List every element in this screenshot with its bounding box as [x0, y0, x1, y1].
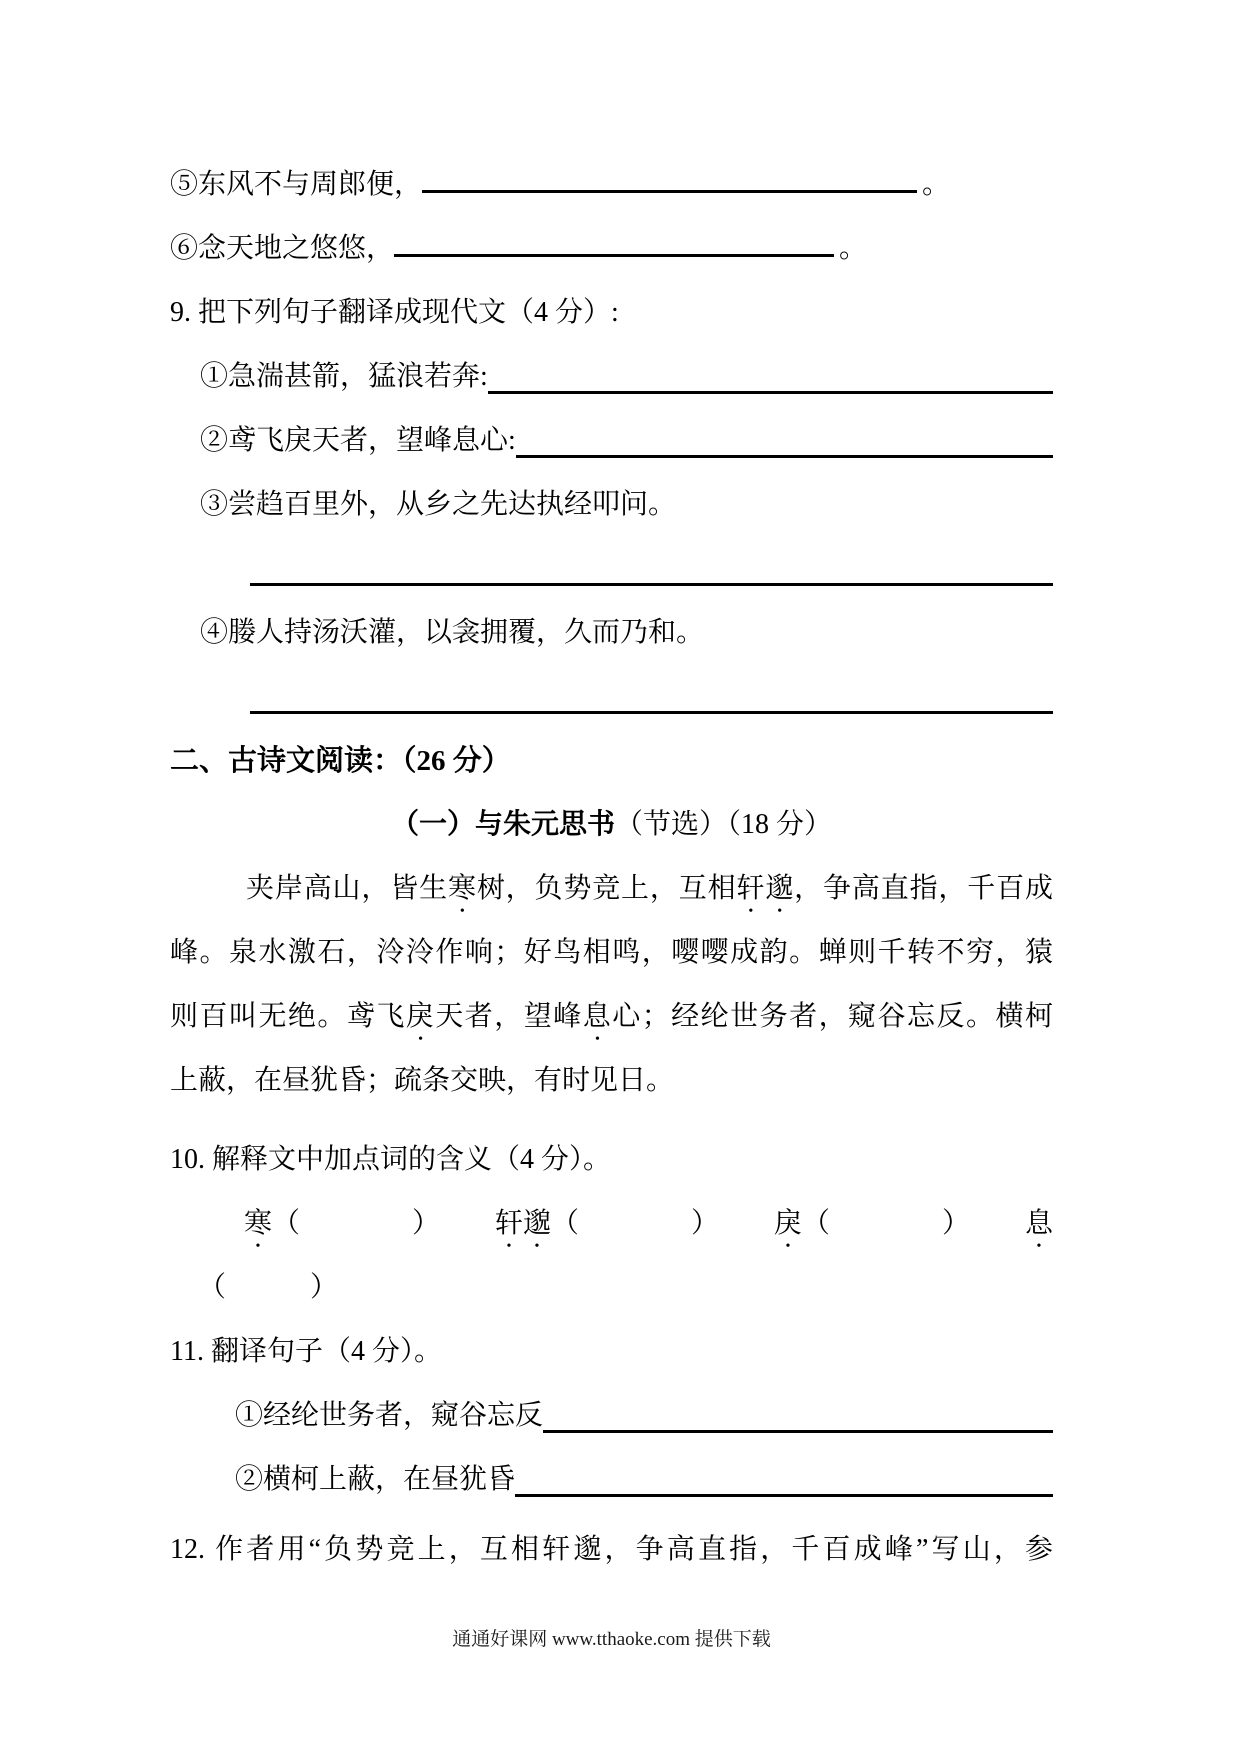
passage-text: 天者，望峰: [435, 1001, 583, 1032]
answer-blank: [250, 665, 1053, 714]
emphasized-word: 息: [582, 1001, 613, 1032]
passage-title-main: （一）与朱元思书: [390, 809, 615, 840]
q10-row2-blank: （ ）: [198, 1272, 339, 1303]
blank-question-5-label: ⑤东风不与周郎便，: [170, 169, 423, 200]
q10-row1: [170, 1192, 1053, 1256]
answer-blank: [543, 1384, 1053, 1433]
passage-line: [170, 985, 1053, 1049]
question-9-item-1: [170, 345, 1053, 409]
answer-blank: [516, 409, 1053, 458]
passage-line: [170, 921, 1053, 985]
question-9-item-4: ④媵人持汤沃灌，以衾拥覆，久而乃和。: [200, 617, 705, 648]
page-footer: 通通好课网 www.tthaoke.com 提供下载: [452, 1629, 771, 1650]
question-9-title: 9. 把下列句子翻译成现代文（4 分）:: [170, 297, 619, 328]
section-2-header: 二、古诗文阅读：（26 分）: [170, 745, 511, 777]
emphasized-word: 戾: [405, 1001, 436, 1032]
passage-text: 上蔽，在昼犹昏；疏条交映，有时见日。: [170, 1065, 675, 1096]
passage-text: 心；经纶世务者，窥谷忘反。横柯: [612, 1001, 1053, 1032]
answer-line-row: [170, 665, 1053, 729]
passage-line: [170, 857, 1053, 921]
blank-question-5: [170, 153, 1053, 217]
passage-title: [170, 793, 1053, 857]
question-12-text: 12. 作者用“负势竞上，互相轩邈，争高直指，千百成峰”写山，参: [170, 1534, 1053, 1565]
blank-question-5-period: 。: [922, 169, 951, 200]
question-9-item-2: [170, 409, 1053, 473]
answer-blank: [250, 537, 1053, 586]
blank-question-6-period: 。: [839, 233, 868, 264]
question-11-item-2-label: ②横柯上蔽，在昼犹昏: [235, 1464, 516, 1495]
question-11-item-2: [170, 1448, 1053, 1512]
answer-blank: [488, 345, 1053, 394]
question-9-item-3: ③尝趋百里外，从乡之先达执经叩问。: [200, 489, 677, 520]
passage-text: 则百叫无绝。鸢飞: [170, 1001, 406, 1032]
question-9-item-2-label: ②鸢飞戾天者，望峰息心:: [200, 425, 516, 456]
emphasized-word: 息: [1024, 1208, 1053, 1239]
emphasized-word: 轩邈: [494, 1208, 551, 1239]
q10-word-item: 轩邈（ ）: [494, 1208, 720, 1239]
question-11-title: 11. 翻译句子（4 分）。: [170, 1336, 442, 1367]
emphasized-word: 寒: [447, 873, 477, 904]
passage-line: [170, 1049, 1053, 1113]
answer-blank: [394, 253, 834, 257]
answer-blank: [515, 1448, 1053, 1497]
q10-word-item: 戾（ ）: [773, 1208, 970, 1239]
blank-question-6: [170, 217, 1053, 281]
question-10-title: 10. 解释文中加点词的含义（4 分）。: [170, 1144, 612, 1175]
q10-word-item: 寒（ ）: [244, 1208, 441, 1239]
blank-question-6-label: ⑥念天地之悠悠，: [170, 233, 395, 264]
q10-word-item: [1025, 1192, 1053, 1256]
emphasized-word: 戾: [773, 1208, 802, 1239]
passage: [170, 857, 1053, 1113]
question-9-item-1-label: ①急湍甚箭，猛浪若奔:: [200, 361, 488, 392]
answer-line-row: [170, 537, 1053, 601]
emphasized-word: 轩邈: [736, 873, 795, 904]
passage-text: ，争高直指，千百成: [794, 873, 1053, 904]
emphasized-word: 寒: [244, 1208, 273, 1239]
question-11-item-1-label: ①经纶世务者，窥谷忘反: [235, 1400, 544, 1431]
passage-text: 树，负势竞上，互相: [476, 873, 737, 904]
answer-blank: [422, 189, 917, 193]
passage-title-note: （节选）（18 分）: [615, 809, 833, 840]
question-11-item-1: [170, 1384, 1053, 1448]
passage-text: 夹岸高山，皆生: [246, 873, 448, 904]
passage-text: 峰。泉水激石，泠泠作响；好鸟相鸣，嘤嘤成韵。蝉则千转不穷，猿: [170, 937, 1053, 968]
